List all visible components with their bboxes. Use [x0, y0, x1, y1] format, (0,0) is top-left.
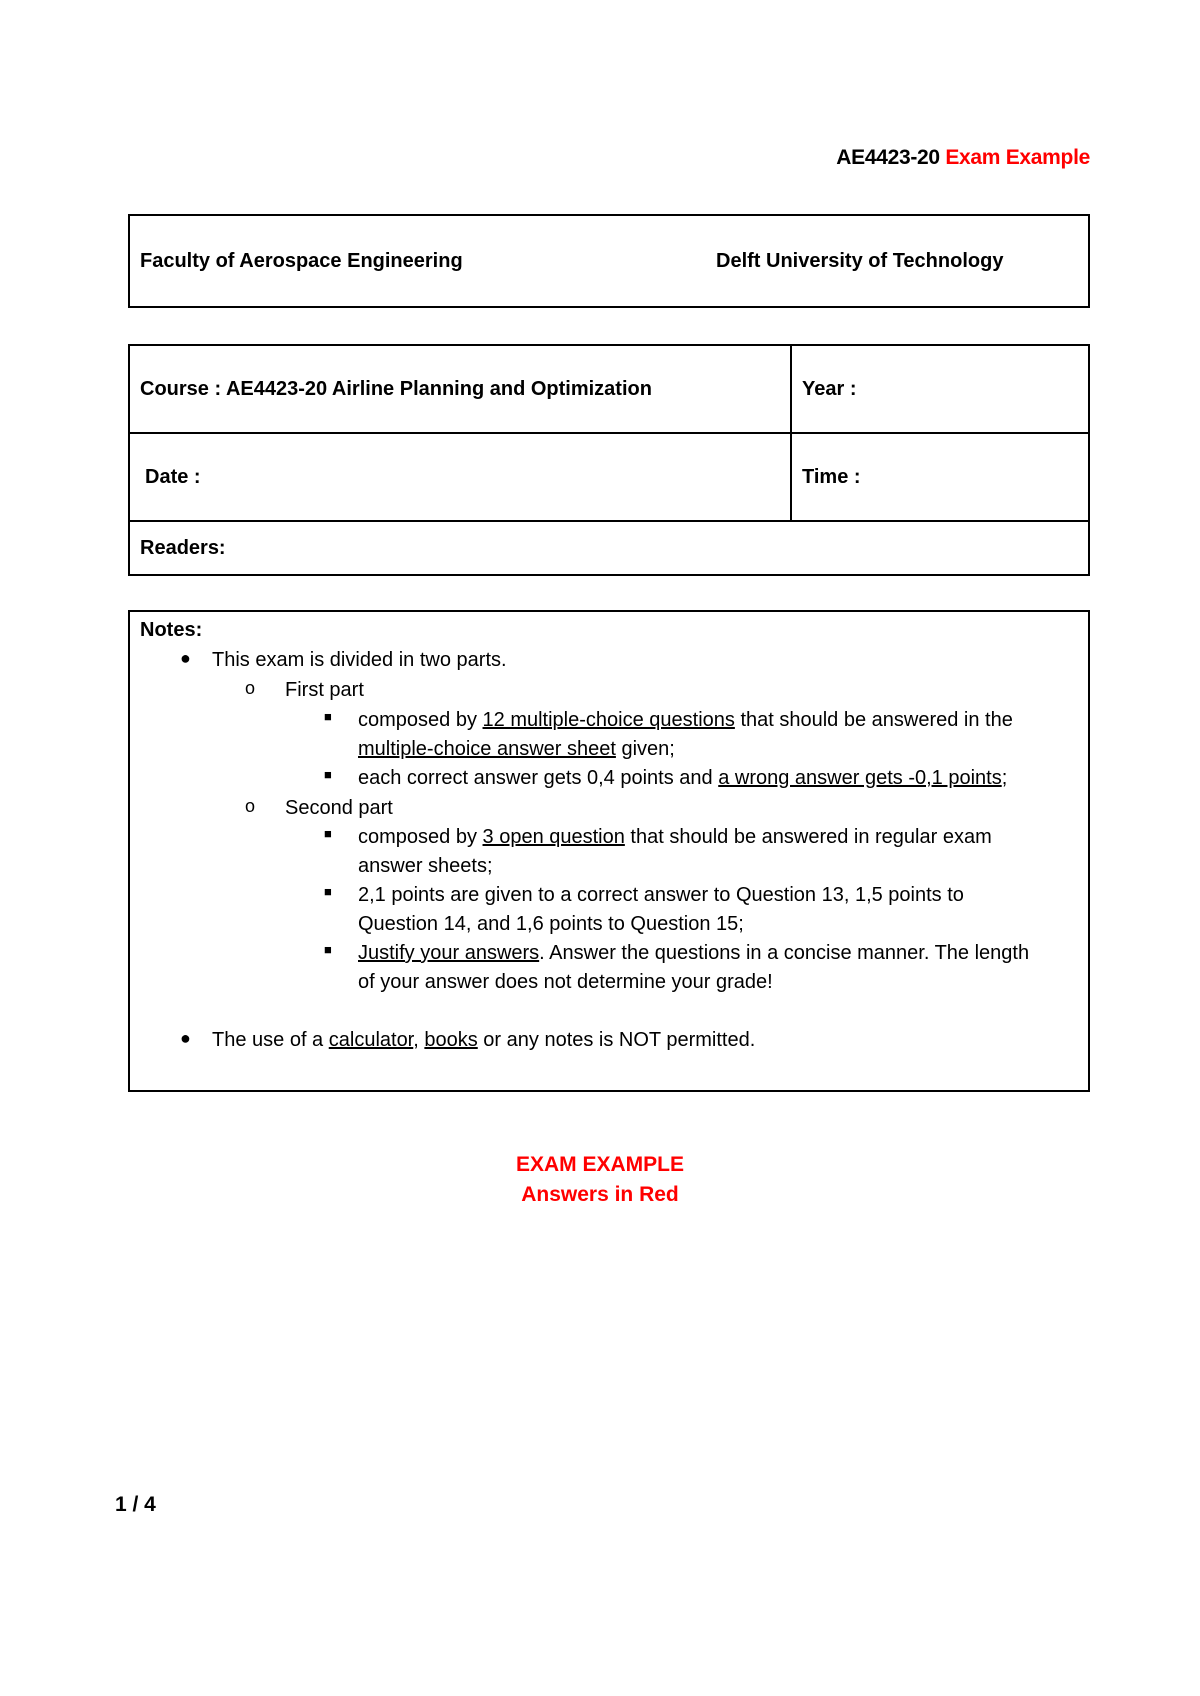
year-cell: Year : — [791, 345, 1089, 433]
page-number: 1 / 4 — [115, 1493, 156, 1516]
first-part-item-2: each correct answer gets 0,4 points and a wrong answer gets -0,1 points; — [358, 767, 1008, 789]
square-bullet-icon: ■ — [324, 767, 332, 782]
exam-example-title: EXAM EXAMPLE — [515, 1153, 685, 1176]
date-cell: Date : — [129, 433, 791, 521]
header-label: Exam Example — [945, 146, 1090, 169]
notes-box — [128, 610, 1090, 1092]
circle-bullet-icon: o — [245, 678, 256, 698]
notes-title: Notes: — [140, 619, 203, 641]
second-part-item-3: Justify your answers. Answer the questions in a concise manner. The length — [358, 942, 1030, 964]
second-part-label: Second part — [285, 797, 393, 819]
circle-bullet-icon: o — [245, 796, 256, 816]
second-part-item-2: 2,1 points are given to a correct answer to Question 13, 1,5 points to — [358, 884, 964, 906]
university-name: Delft University of Technology — [716, 250, 1004, 272]
square-bullet-icon: ■ — [324, 884, 332, 899]
readers-cell: Readers: — [129, 521, 1089, 575]
note-calculator: The use of a calculator, books or any notes is NOT permitted. — [212, 1029, 756, 1051]
second-part-item-1-cont: answer sheets; — [358, 855, 493, 877]
disc-bullet-icon: ● — [180, 1028, 191, 1048]
faculty-name: Faculty of Aerospace Engineering — [140, 250, 463, 272]
first-part-item-1-cont: multiple-choice answer sheet given; — [358, 738, 675, 760]
note-parts: This exam is divided in two parts. — [212, 649, 507, 671]
first-part-label: First part — [285, 679, 364, 701]
faculty-box — [128, 214, 1090, 308]
course-cell: Course : AE4423-20 Airline Planning and Optimization — [129, 345, 791, 433]
second-part-item-3-cont: of your answer does not determine your grade! — [358, 971, 773, 993]
answers-in-red-note: Answers in Red — [521, 1183, 679, 1206]
square-bullet-icon: ■ — [324, 826, 332, 841]
time-cell: Time : — [791, 433, 1089, 521]
second-part-item-2-cont: Question 14, and 1,6 points to Question 15; — [358, 913, 744, 935]
second-part-item-1: composed by 3 open question that should be answered in regular exam — [358, 826, 992, 848]
course-info-table — [128, 344, 1090, 576]
header-code: AE4423-20 — [836, 146, 940, 169]
first-part-item-1: composed by 12 multiple-choice questions that should be answered in the — [358, 709, 1013, 731]
square-bullet-icon: ■ — [324, 942, 332, 957]
document-header — [836, 146, 1090, 170]
square-bullet-icon: ■ — [324, 709, 332, 724]
disc-bullet-icon: ● — [180, 648, 191, 668]
